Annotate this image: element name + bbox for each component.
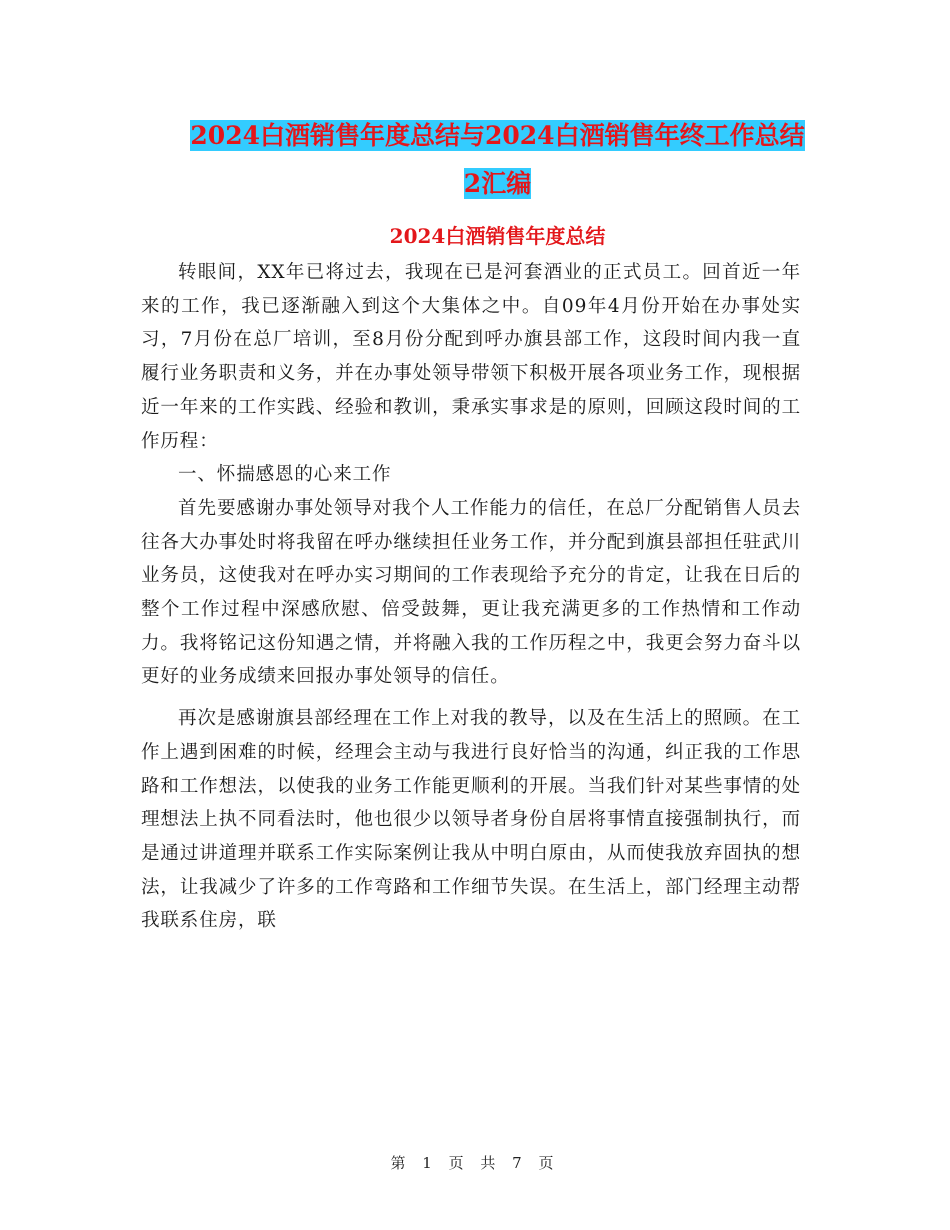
- document-title: [140, 112, 855, 208]
- document-title-line1: 2024白酒销售年度总结与2024白酒销售年终工作总结: [190, 121, 805, 150]
- paragraph: 转眼间，XX年已将过去，我现在已是河套酒业的正式员工。回首近一年来的工作，我已逐渐融入到这个大集体之中。自09年4月份开始在办事处实习，7月份在总厂培训，至8月份分配到呼办旗县部工作，这段时间内我一直履行业务职责和义务，并在办事处领导带领下积极开展各项业务工作，现根据近一年来的工作实践、经验和教训，秉承实事求是的原则，回顾这段时间的工作历程：: [141, 262, 801, 452]
- paragraph: 首先要感谢办事处领导对我个人工作能力的信任，在总厂分配销售人员去往各大办事处时将我留在呼办继续担任业务工作，并分配到旗县部担任驻武川业务员，这使我对在呼办实习期间的工作表现给予充分的肯定，让我在日后的整个工作过程中深感欣慰、倍受鼓舞，更让我充满更多的工作热情和工作动力。我将铭记这份知遇之情，并将融入我的工作历程之中，我更会努力奋斗以更好的业务成绩来回报办事处领导的信任。: [141, 497, 801, 688]
- section-title: 2024白酒销售年度总结: [389, 224, 606, 248]
- paragraph: 再次是感谢旗县部经理在工作上对我的教导，以及在生活上的照顾。在工作上遇到困难的时候，经理会主动与我进行良好恰当的沟通，纠正我的工作思路和工作想法，以使我的业务工作能更顺利的开展。当我们针对某些事情的处理想法上执不同看法时，他也很少以领导者身份自居将事情直接强制执行，而是通过讲道理并联系工作实际案例让我从中明白原由，从而使我放弃固执的想法，让我减少了许多的工作弯路和工作细节失误。在生活上，部门经理主动帮我联系住房，联: [141, 708, 801, 932]
- paragraph-heading: 一、怀揣感恩的心来工作: [178, 464, 392, 486]
- document-title-line2: 2汇编: [463, 169, 532, 198]
- document-body: [141, 256, 801, 938]
- page-footer: 第 1 页 共 7 页: [390, 1154, 560, 1172]
